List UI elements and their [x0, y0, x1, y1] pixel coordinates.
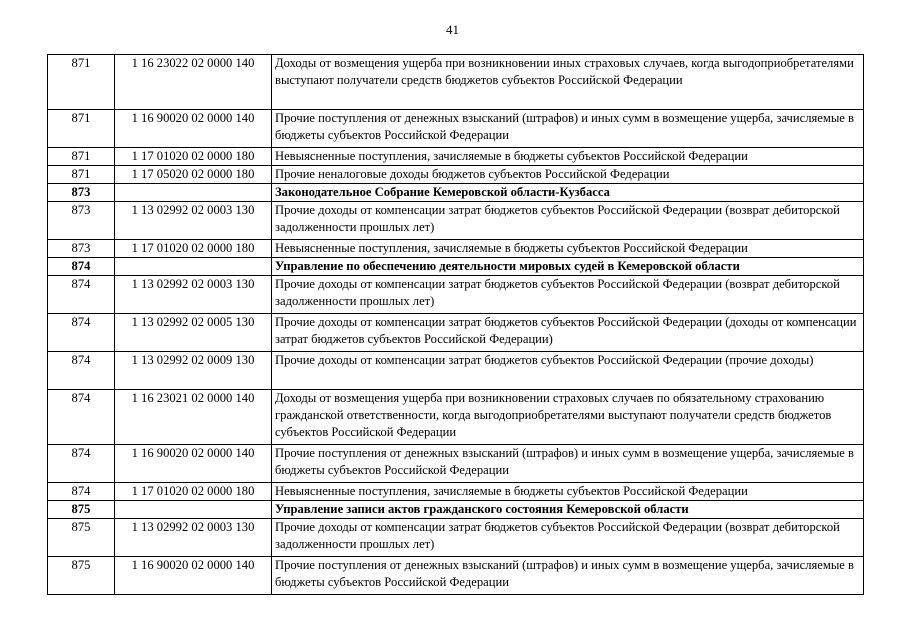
- budget-code-cell: 1 16 23021 02 0000 140: [115, 390, 272, 445]
- income-name-cell: Прочие доходы от компенсации затрат бюджетов субъектов Российской Федерации (доходы от компенсации затрат бюджетов субъектов Российской Федерации): [272, 314, 864, 352]
- admin-code-cell: 875: [48, 501, 115, 519]
- budget-code-cell: [115, 184, 272, 202]
- admin-code-cell: 874: [48, 276, 115, 314]
- admin-code-cell: 874: [48, 445, 115, 483]
- budget-code-cell: 1 17 01020 02 0000 180: [115, 483, 272, 501]
- admin-code-cell: 874: [48, 352, 115, 390]
- page-number: 41: [446, 22, 459, 37]
- budget-code-cell: [115, 501, 272, 519]
- table-row: [48, 166, 864, 184]
- income-name-cell: Невыясненные поступления, зачисляемые в бюджеты субъектов Российской Федерации: [272, 483, 864, 501]
- admin-code-cell: 873: [48, 184, 115, 202]
- budget-code-cell: 1 17 05020 02 0000 180: [115, 166, 272, 184]
- admin-code-cell: 874: [48, 390, 115, 445]
- admin-code-cell: 871: [48, 110, 115, 148]
- table-row: [48, 352, 864, 390]
- table-row: [48, 110, 864, 148]
- income-name-cell: Прочие доходы от компенсации затрат бюджетов субъектов Российской Федерации (возврат дебиторской задолженности прошлых лет): [272, 276, 864, 314]
- admin-code-cell: 871: [48, 148, 115, 166]
- income-name-cell: Невыясненные поступления, зачисляемые в бюджеты субъектов Российской Федерации: [272, 148, 864, 166]
- income-name-cell: Законодательное Собрание Кемеровской области-Кузбасса: [272, 184, 864, 202]
- table-row: [48, 148, 864, 166]
- table-row: [48, 276, 864, 314]
- income-name-cell: Управление записи актов гражданского состояния Кемеровской области: [272, 501, 864, 519]
- table-row: [48, 445, 864, 483]
- income-name-cell: Прочие поступления от денежных взысканий (штрафов) и иных сумм в возмещение ущерба, зачисляемые в бюджеты субъектов Российской Федерации: [272, 557, 864, 595]
- table-row: [48, 314, 864, 352]
- income-name-cell: Прочие поступления от денежных взысканий (штрафов) и иных сумм в возмещение ущерба, зачисляемые в бюджеты субъектов Российской Федерации: [272, 445, 864, 483]
- income-name-cell: Прочие неналоговые доходы бюджетов субъектов Российской Федерации: [272, 166, 864, 184]
- admin-code-cell: 875: [48, 557, 115, 595]
- income-name-cell: Управление по обеспечению деятельности мировых судей в Кемеровской области: [272, 258, 864, 276]
- income-name-cell: Прочие доходы от компенсации затрат бюджетов субъектов Российской Федерации (возврат дебиторской задолженности прошлых лет): [272, 519, 864, 557]
- budget-code-cell: [115, 258, 272, 276]
- budget-code-cell: 1 17 01020 02 0000 180: [115, 240, 272, 258]
- budget-code-cell: 1 16 23022 02 0000 140: [115, 55, 272, 110]
- table-body: [48, 55, 864, 595]
- admin-code-cell: 874: [48, 258, 115, 276]
- budget-code-cell: 1 13 02992 02 0005 130: [115, 314, 272, 352]
- income-name-cell: Прочие доходы от компенсации затрат бюджетов субъектов Российской Федерации (возврат дебиторской задолженности прошлых лет): [272, 202, 864, 240]
- admin-code-cell: 873: [48, 240, 115, 258]
- budget-code-cell: 1 13 02992 02 0003 130: [115, 519, 272, 557]
- admin-code-cell: 873: [48, 202, 115, 240]
- income-name-cell: Прочие поступления от денежных взысканий (штрафов) и иных сумм в возмещение ущерба, зачисляемые в бюджеты субъектов Российской Федерации: [272, 110, 864, 148]
- table-row-section-header: [48, 258, 864, 276]
- income-name-cell: Доходы от возмещения ущерба при возникновении иных страховых случаев, когда выгодоприобретателями выступают получатели средств бюджетов субъектов Российской Федерации: [272, 55, 864, 110]
- table-row: [48, 202, 864, 240]
- admin-code-cell: 874: [48, 314, 115, 352]
- budget-code-cell: 1 13 02992 02 0009 130: [115, 352, 272, 390]
- income-name-cell: Доходы от возмещения ущерба при возникновении страховых случаев по обязательному страхованию гражданской ответственности, когда выгодоприобретателями выступают получатели средств бюджетов субъектов Российской Федерации: [272, 390, 864, 445]
- table-row-section-header: [48, 501, 864, 519]
- table-row: [48, 519, 864, 557]
- budget-code-cell: 1 16 90020 02 0000 140: [115, 110, 272, 148]
- budget-code-cell: 1 16 90020 02 0000 140: [115, 445, 272, 483]
- table-row: [48, 390, 864, 445]
- admin-code-cell: 875: [48, 519, 115, 557]
- budget-code-cell: 1 16 90020 02 0000 140: [115, 557, 272, 595]
- budget-code-cell: 1 13 02992 02 0003 130: [115, 276, 272, 314]
- admin-code-cell: 871: [48, 55, 115, 110]
- table-row: [48, 483, 864, 501]
- table-row-section-header: [48, 184, 864, 202]
- budget-classification-table: [47, 54, 864, 595]
- income-name-cell: Невыясненные поступления, зачисляемые в бюджеты субъектов Российской Федерации: [272, 240, 864, 258]
- budget-code-cell: 1 17 01020 02 0000 180: [115, 148, 272, 166]
- admin-code-cell: 871: [48, 166, 115, 184]
- table-row: [48, 557, 864, 595]
- admin-code-cell: 874: [48, 483, 115, 501]
- income-name-cell: Прочие доходы от компенсации затрат бюджетов субъектов Российской Федерации (прочие доходы): [272, 352, 864, 390]
- table-row: [48, 55, 864, 110]
- table-row: [48, 240, 864, 258]
- budget-code-cell: 1 13 02992 02 0003 130: [115, 202, 272, 240]
